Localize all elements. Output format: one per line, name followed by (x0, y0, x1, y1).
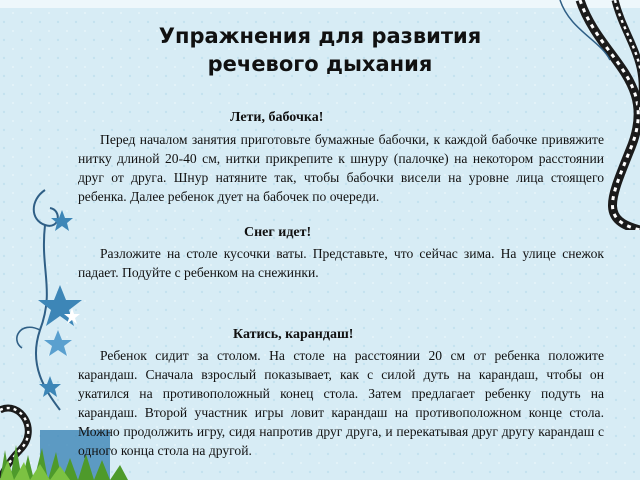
section-text-pencil: Ребенок сидит за столом. На столе на расстоянии 20 см от ребенка положите карандаш. Сначала взрослый показывает, как с силой дуть на карандаш, чтобы он укатился на противоположный конец стола. Затем предлагает ребенку подуть на карандаш. Второй участник игры ловит карандаш на противоположном конце стола. Можно продолжить игру, сидя напротив друг друга, и перекатывая друг другу карандаш с одного конца стола на другой. (78, 348, 604, 458)
section-heading-snow: Снег идет! (244, 225, 312, 240)
star-icon (51, 210, 73, 231)
section-text-butterfly: Перед началом занятия приготовьте бумажные бабочки, к каждой бабочке привяжите нитку длиной 20-40 см, нитки прикрепите к шнуру (палочке) на некотором расстоянии друг от друга. Шнур натяните так, чтобы бабочки висели на уровне лица стоящего ребенка. Далее ребенок дует на бабочек по очереди. (78, 132, 604, 204)
section-heading-pencil: Катись, карандаш! (233, 327, 354, 342)
star-icon (44, 330, 72, 356)
page-title-line1: Упражнения для развития (158, 24, 482, 48)
section-heading-butterfly: Лети, бабочка! (230, 110, 324, 125)
section-text-snow: Разложите на столе кусочки ваты. Представьте, что сейчас зима. На улице снежок падает. Подуйте с ребенком на снежинки. (78, 246, 604, 280)
page-title (110, 22, 530, 78)
page-title-line2: речевого дыхания (207, 52, 433, 76)
